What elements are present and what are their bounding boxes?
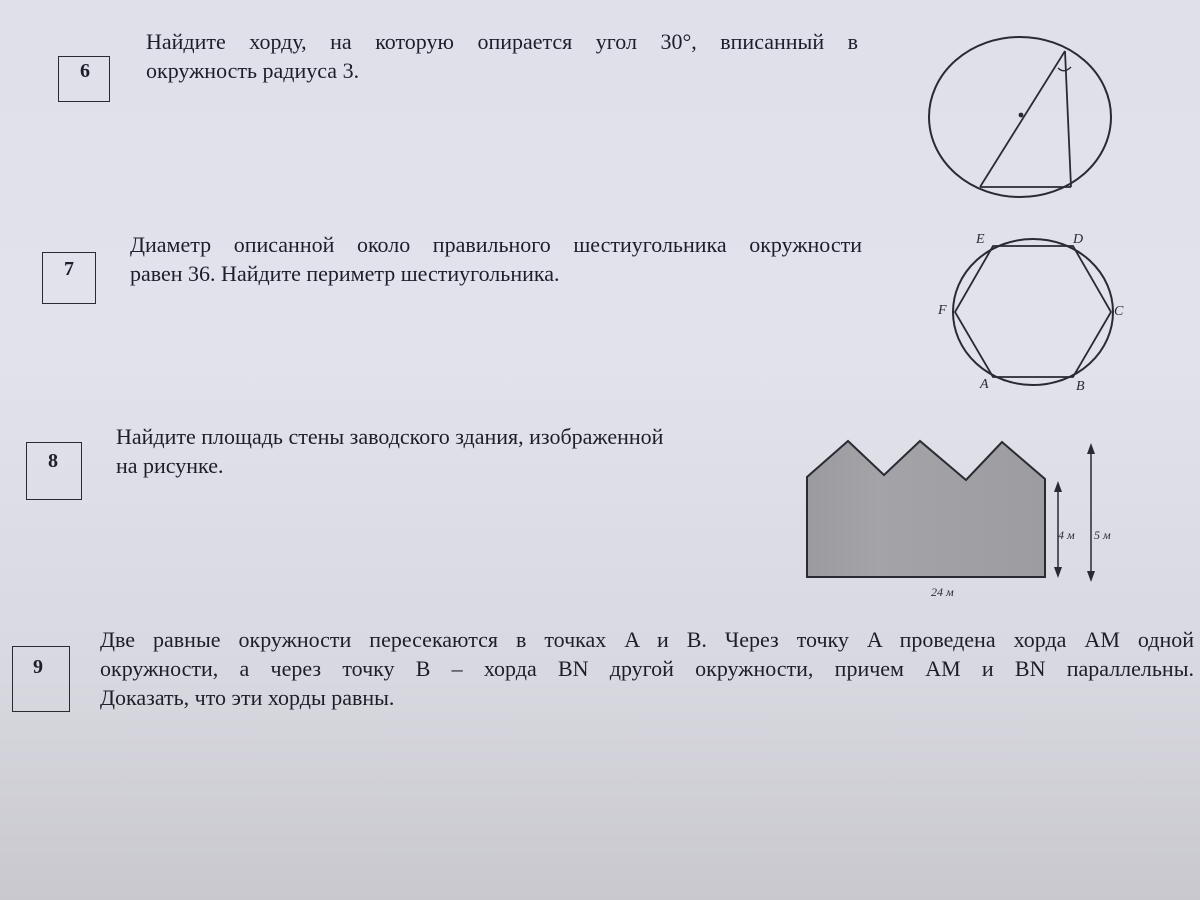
task-7-label-a: A [980, 377, 989, 392]
task-7-text [130, 230, 862, 288]
task-9-number: 9 [33, 656, 43, 678]
task-7-label-d: D [1073, 232, 1084, 247]
task-7-label-f: F [938, 303, 947, 318]
task-7-figure-hexagon [935, 228, 1130, 403]
task-6-line-1: Найдите хорду, на которую опирается угол 30°, вписанный в [146, 29, 858, 54]
task-7-label-c: C [1114, 304, 1124, 319]
task-9-line-3: Доказать, что эти хорды равны. [100, 685, 395, 710]
task-8-height-4-arrow-top [1054, 481, 1062, 492]
task-8-height-5-arrow-bottom [1087, 571, 1095, 582]
task-9-line-2: окружности, а через точку B – хорда BN другой окружности, причем AM и BN параллельны. [100, 656, 1194, 681]
task-6-line-2: окружность радиуса 3. [146, 58, 360, 83]
task-6-text [146, 27, 858, 85]
task-8-number: 8 [48, 450, 58, 472]
task-6-number: 6 [80, 60, 90, 82]
task-6-chord-diagonal [980, 51, 1065, 187]
task-7-line-1: Диаметр описанной около правильного шестиугольника окружности [130, 232, 862, 257]
task-8-figure-factory-wall [800, 432, 1130, 607]
task-8-line-1: Найдите площадь стены заводского здания, изображенной [116, 424, 664, 449]
task-8-line-2: на рисунке. [116, 453, 224, 478]
task-6-chord-vertical [1065, 51, 1071, 187]
task-8-width-label: 24 м [931, 585, 954, 599]
task-8-text [116, 422, 766, 480]
task-6-figure-inscribed-angle [925, 35, 1115, 205]
task-7-label-b: B [1076, 379, 1085, 394]
task-8-height-5-label: 5 м [1094, 528, 1111, 542]
task-7-line-2: равен 36. Найдите периметр шестиугольника. [130, 261, 560, 286]
task-8-height-4-label: 4 м [1058, 528, 1075, 542]
task-6-angle-arc [1058, 67, 1071, 71]
task-9-line-1: Две равные окружности пересекаются в точках A и B. Через точку A проведена хорда AM одной [100, 627, 1194, 652]
task-7-number: 7 [64, 258, 74, 280]
task-7-label-e: E [976, 232, 985, 247]
task-6-center-point [1019, 113, 1024, 118]
task-8-height-4-arrow-bottom [1054, 567, 1062, 578]
task-7-circumcircle [953, 239, 1113, 385]
task-7-hexagon [955, 246, 1111, 377]
task-8-wall-shape [807, 441, 1045, 577]
task-9-text [100, 625, 1194, 712]
task-8-height-5-arrow-top [1087, 443, 1095, 454]
